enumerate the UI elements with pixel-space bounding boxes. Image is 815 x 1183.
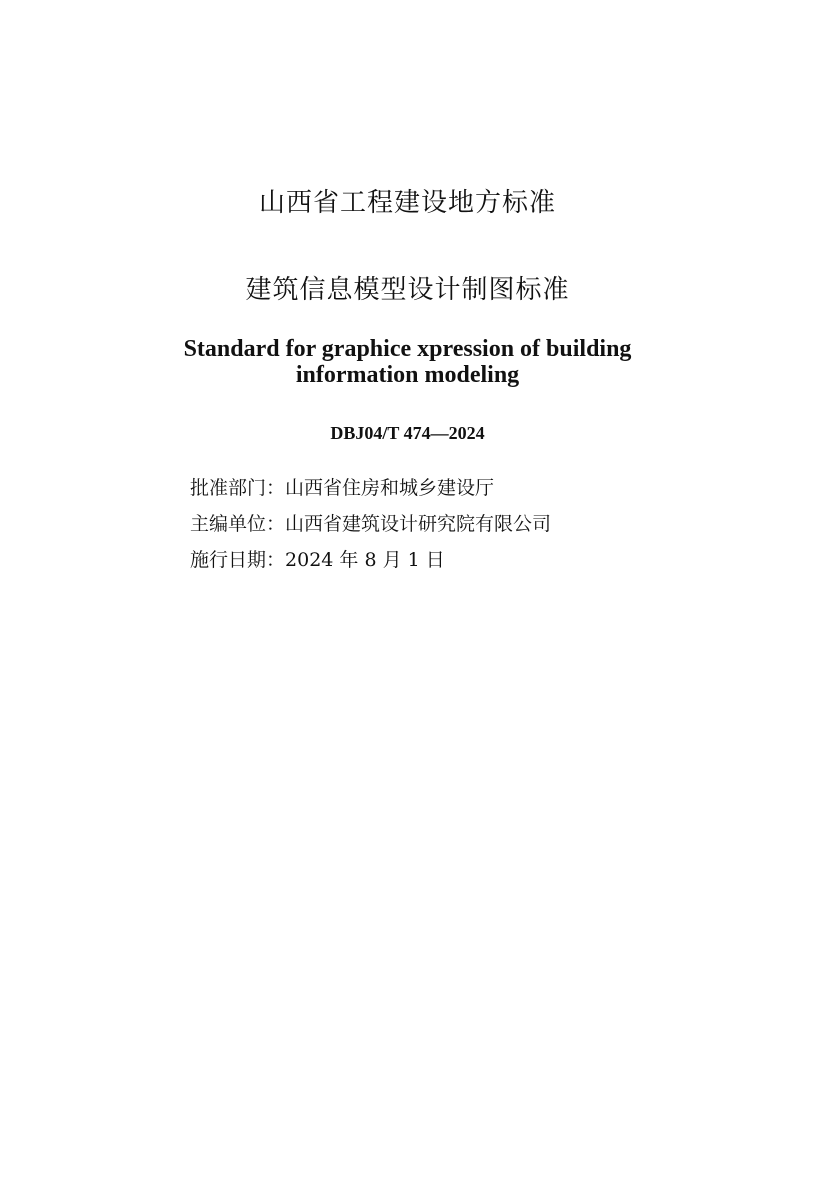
info-value: 山西省住房和城乡建设厅: [285, 477, 495, 499]
standard-title: 建筑信息模型设计制图标准: [245, 275, 570, 305]
chief-editor-row: [190, 509, 750, 545]
publication-info: [190, 473, 750, 581]
english-title: [0, 336, 815, 388]
info-label: 主编单位：: [190, 513, 286, 535]
english-title-line-1: Standard for graphice xpression of building: [183, 336, 632, 362]
series-title: 山西省工程建设地方标准: [258, 188, 556, 218]
english-title-line-2: information modeling: [295, 362, 520, 388]
info-label: 施行日期：: [190, 549, 286, 571]
approval-department-row: [190, 473, 750, 509]
info-value: 山西省建筑设计研究院有限公司: [285, 513, 552, 535]
standard-code: DBJ04/T 474—2024: [330, 423, 485, 443]
info-value: 2024 年 8 月 1 日: [285, 549, 445, 571]
info-label: 批准部门：: [190, 477, 286, 499]
effective-date-row: [190, 545, 750, 581]
